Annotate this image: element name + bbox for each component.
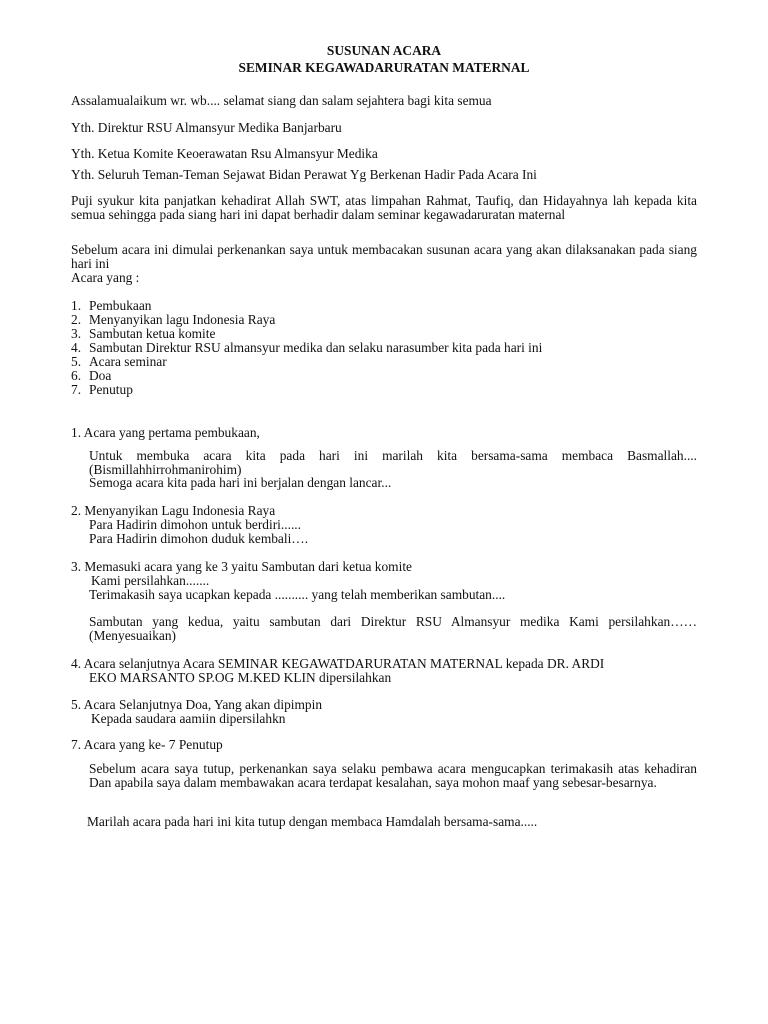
section-body: Sambutan yang kedua, yaitu sambutan dari Direktur RSU Almansyur medika Kami persilahkan…… (Menyesuaikan) <box>89 614 697 643</box>
section-line: EKO MARSANTO SP.OG M.KED KLIN dipersilahkan <box>89 670 392 685</box>
document-title: SUSUNAN ACARA <box>326 43 442 58</box>
agenda-item: 2. Menyanyikan lagu Indonesia Raya <box>71 312 276 327</box>
section-heading: 7. Acara yang ke- 7 Penutup <box>71 737 223 752</box>
section-heading: 3. Memasuki acara yang ke 3 yaitu Sambutan dari ketua komite <box>71 559 412 574</box>
section-body: Untuk membuka acara kita pada hari ini marilah kita bersama-sama membaca Basmallah.... (Bismillahhirrohmanirohim) <box>89 448 697 477</box>
section-body: Sebelum acara saya tutup, perkenankan saya selaku pembawa acara mengucapkan terimakasih atas kehadiran Dan apabila saya dalam membawakan acara terdapat kesalahan, saya mohon maaf yang sebesar-besarnya. <box>89 761 697 790</box>
closing-line: Marilah acara pada hari ini kita tutup dengan membaca Hamdalah bersama-sama..... <box>87 814 538 829</box>
document-subtitle: SEMINAR KEGAWADARURATAN MATERNAL <box>238 60 530 75</box>
section-line: Kepada saudara aamiin dipersilahkn <box>91 711 286 726</box>
section-line: Para Hadirin dimohon duduk kembali…. <box>89 531 309 546</box>
section-line: Semoga acara kita pada hari ini berjalan dengan lancar... <box>89 475 392 490</box>
section-heading: 2. Menyanyikan Lagu Indonesia Raya <box>71 503 276 518</box>
intro-paragraph: Puji syukur kita panjatkan kehadirat Allah SWT, atas limpahan Rahmat, Taufiq, dan Hidayahnya lah kepada kita semua sehingga pada siang hari ini dapat berhadir dalam seminar kegawadaruratan maternal <box>71 193 697 222</box>
agenda-item: 3. Sambutan ketua komite <box>71 326 216 341</box>
section-heading: 5. Acara Selanjutnya Doa, Yang akan dipimpin <box>71 697 323 712</box>
agenda-item: 5. Acara seminar <box>71 354 167 369</box>
addressee-line: Yth. Ketua Komite Keoerawatan Rsu Almansyur Medika <box>71 146 378 161</box>
agenda-list <box>71 299 542 397</box>
section-line: Terimakasih saya ucapkan kepada .......... yang telah memberikan sambutan.... <box>89 587 506 602</box>
agenda-item: 1. Pembukaan <box>71 298 152 313</box>
greeting-text: Assalamualaikum wr. wb.... selamat siang dan salam sejahtera bagi kita semua <box>71 93 492 108</box>
agenda-label: Acara yang : <box>71 270 140 285</box>
intro-paragraph: Sebelum acara ini dimulai perkenankan saya untuk membacakan susunan acara yang akan dilaksanakan pada siang hari ini <box>71 242 697 271</box>
section-line: Para Hadirin dimohon untuk berdiri...... <box>89 517 301 532</box>
section-heading: 4. Acara selanjutnya Acara SEMINAR KEGAWATDARURATAN MATERNAL kepada DR. ARDI <box>71 656 605 671</box>
agenda-item: 7. Penutup <box>71 382 133 397</box>
section-line: Kami persilahkan....... <box>91 573 210 588</box>
agenda-item: 6. Doa <box>71 368 112 383</box>
agenda-item: 4. Sambutan Direktur RSU almansyur medika dan selaku narasumber kita pada hari ini <box>71 340 543 355</box>
addressee-line: Yth. Direktur RSU Almansyur Medika Banjarbaru <box>71 120 342 135</box>
addressee-line: Yth. Seluruh Teman-Teman Sejawat Bidan Perawat Yg Berkenan Hadir Pada Acara Ini <box>71 167 537 182</box>
section-heading: 1. Acara yang pertama pembukaan, <box>71 425 260 440</box>
